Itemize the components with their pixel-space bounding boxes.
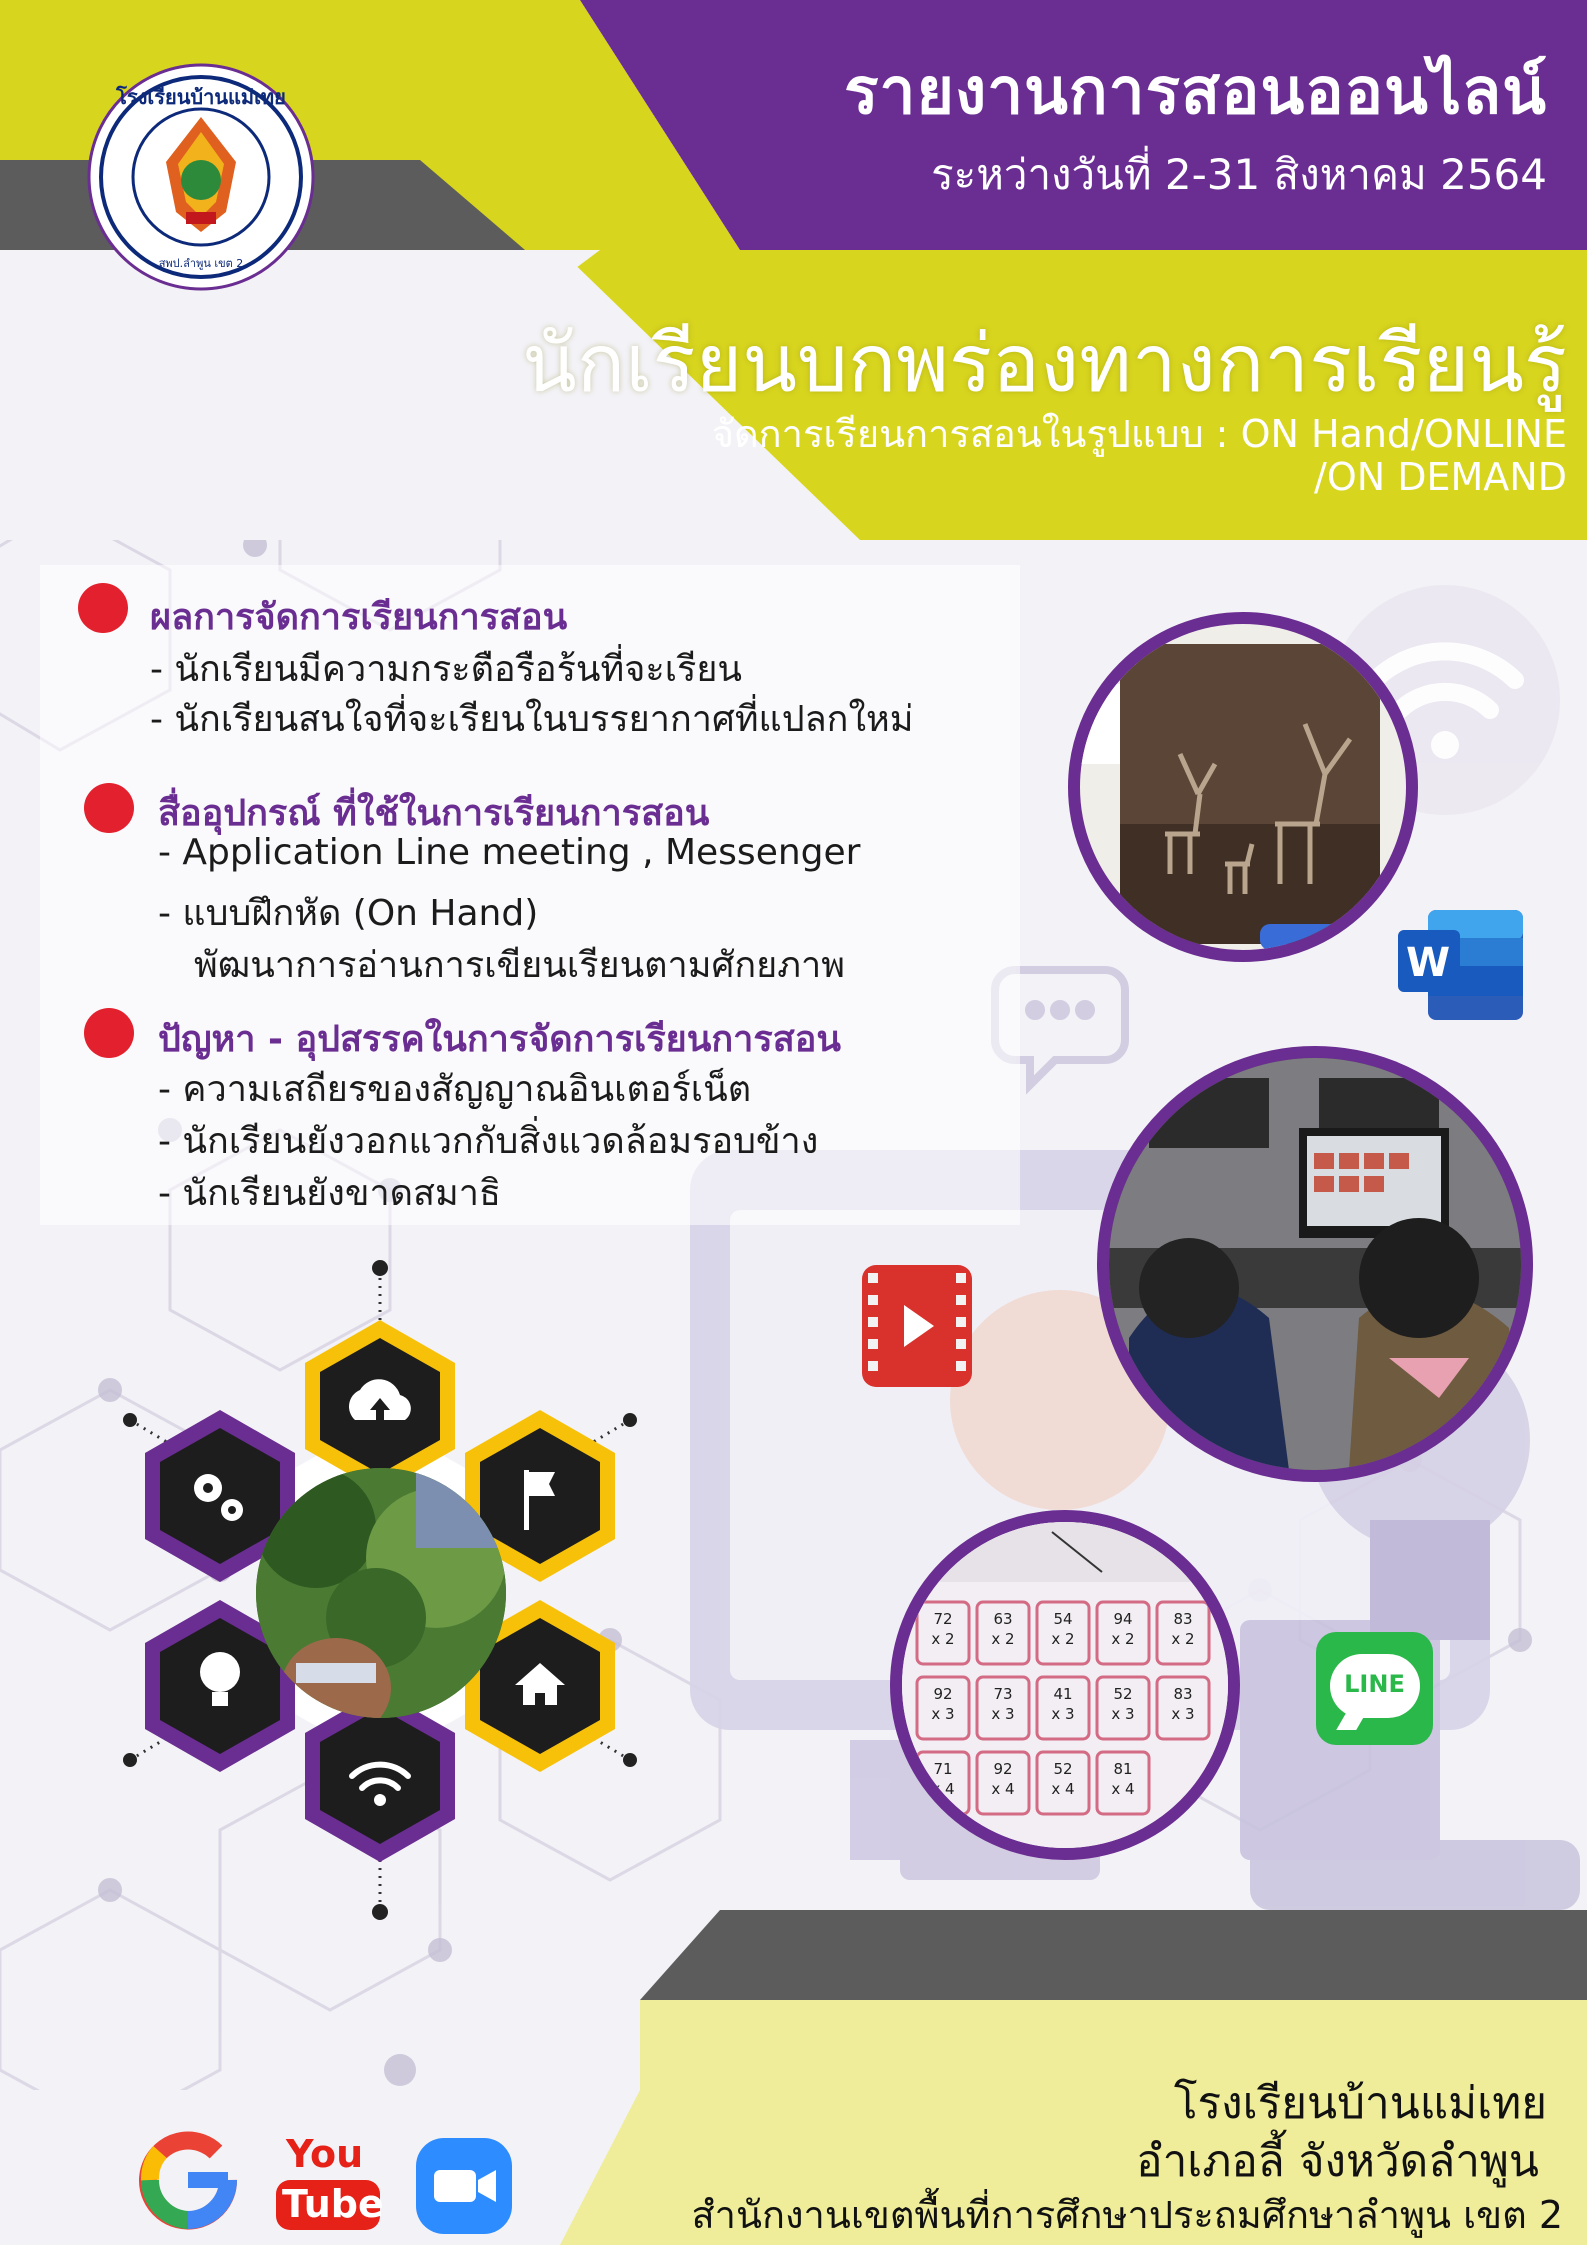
google-icon <box>138 2130 238 2230</box>
youtube-bottom: Tube <box>282 2182 384 2226</box>
banner-subline-2: /ON DEMAND <box>1314 455 1567 499</box>
worksheet-number: 72 <box>933 1610 953 1628</box>
worksheet-op: x 3 <box>1171 1705 1195 1723</box>
worksheet-op: x 3 <box>1051 1705 1075 1723</box>
list-item: - นักเรียนสนใจที่จะเรียนในบรรยากาศที่แปลกใหม่ <box>150 699 914 740</box>
worksheet-op: x 2 <box>1051 1630 1075 1648</box>
worksheet-number: 73 <box>993 1685 1013 1703</box>
youtube-icon <box>272 2132 382 2232</box>
worksheet-number: 41 <box>1053 1685 1073 1703</box>
worksheet-op: x 4 <box>1051 1780 1075 1798</box>
worksheet-number: 92 <box>993 1760 1013 1778</box>
worksheet-number: 54 <box>1053 1610 1073 1628</box>
section-title-problems: ปัญหา - อุปสรรคในการจัดการเรียนการสอน <box>158 1019 841 1060</box>
worksheet-number: 94 <box>1113 1610 1133 1628</box>
worksheet-op: x 3 <box>991 1705 1015 1723</box>
list-item: - Application Line meeting , Messenger <box>158 832 861 873</box>
worksheet-number: 83 <box>1173 1685 1193 1703</box>
worksheet-op: x 3 <box>931 1705 955 1723</box>
worksheet-number: 52 <box>1113 1685 1133 1703</box>
worksheet-number: 52 <box>1053 1760 1073 1778</box>
list-item: - แบบฝึกหัด (On Hand) <box>158 893 539 934</box>
list-item: - ความเสถียรของสัญญาณอินเตอร์เน็ต <box>158 1069 752 1110</box>
ms-word-icon <box>1398 910 1526 1020</box>
bullet-dot <box>84 783 134 833</box>
bullet-dot <box>84 1008 134 1058</box>
worksheet-op: x 2 <box>1171 1630 1195 1648</box>
banner-subline-1: จัดการเรียนการสอนในรูปแบบ : ON Hand/ONLINE <box>711 412 1567 456</box>
hexagon-icon-cluster <box>120 1260 640 1920</box>
banner-headline: นักเรียนบกพร่องทางการเรียนรู้ <box>522 317 1567 410</box>
photo-computer-lab <box>1097 1046 1533 1482</box>
svg-text:สพป.ลำพูน เขต 2: สพป.ลำพูน เขต 2 <box>158 257 244 270</box>
section-title-results: ผลการจัดการเรียนการสอน <box>150 597 568 638</box>
worksheet-number: 81 <box>1113 1760 1133 1778</box>
page-title: รายงานการสอนออนไลน์ <box>844 55 1547 129</box>
list-item: - นักเรียนยังขาดสมาธิ <box>158 1173 501 1214</box>
worksheet-op: x 3 <box>1111 1705 1135 1723</box>
zoom-icon <box>416 2138 512 2234</box>
bullet-dot <box>78 583 128 633</box>
line-app-icon <box>1316 1632 1433 1745</box>
worksheet-op: x 4 <box>1111 1780 1135 1798</box>
footer-office: สำนักงานเขตพื้นที่การศึกษาประถมศึกษาลำพูน เขต 2 <box>691 2193 1563 2237</box>
youtube-top: You <box>286 2132 364 2176</box>
video-player-icon <box>862 1265 972 1387</box>
date-range: ระหว่างวันที่ 2-31 สิงหาคม 2564 <box>931 150 1547 199</box>
worksheet-op: x 2 <box>1111 1630 1135 1648</box>
section-title-materials: สื่ออุปกรณ์ ที่ใช้ในการเรียนการสอน <box>158 793 710 834</box>
svg-text:โรงเรียนบ้านแม่เทย: โรงเรียนบ้านแม่เทย <box>116 85 286 109</box>
worksheet-number: 63 <box>993 1610 1013 1628</box>
worksheet-number: 71 <box>933 1760 953 1778</box>
list-item: - นักเรียนยังวอกแวกกับสิ่งแวดล้อมรอบข้าง <box>158 1121 819 1162</box>
worksheet-number: 83 <box>1173 1610 1193 1628</box>
worksheet-op: x 2 <box>931 1630 955 1648</box>
school-logo <box>86 62 316 292</box>
worksheet-op: x 2 <box>991 1630 1015 1648</box>
footer-school: โรงเรียนบ้านแม่เทย <box>1173 2078 1547 2129</box>
worksheet-number: 92 <box>933 1685 953 1703</box>
list-item: พัฒนาการอ่านการเขียนเรียนตามศักยภาพ <box>194 945 845 986</box>
photo-worksheet <box>890 1510 1240 1860</box>
worksheet-op: x 4 <box>991 1780 1015 1798</box>
line-label: LINE <box>1344 1670 1405 1698</box>
worksheet-op: x 4 <box>931 1780 955 1798</box>
list-item: - นักเรียนมีความกระตือรือร้นที่จะเรียน <box>150 649 743 690</box>
photo-student-video <box>256 1468 506 1718</box>
word-letter: W <box>1406 940 1451 986</box>
photo-deer-craft <box>1068 612 1418 962</box>
footer-district: อำเภอลี้ จังหวัดลำพูน <box>1136 2136 1539 2187</box>
